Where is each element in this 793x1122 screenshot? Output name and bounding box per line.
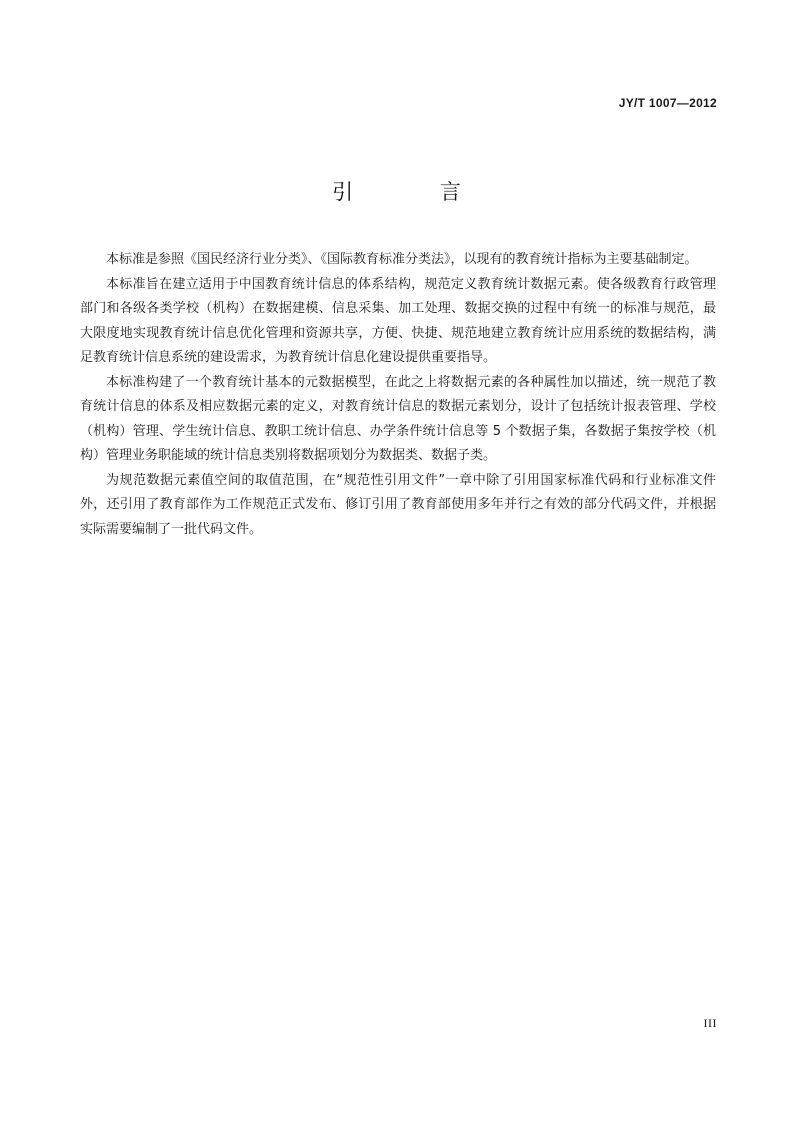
paragraph: 本标准是参照《国民经济行业分类》、《国际教育标准分类法》，以现有的教育统计指标为主要基础制定。 bbox=[106, 252, 698, 267]
paragraph: 为规范数据元素值空间的取值范围，在“规范性引用文件”一章中除了引用国家标准代码和行业标准文件外，还引用了教育部作为工作规范正式发布、修订引用了教育部使用多年并行之有效的部分代码文件，并根据实际需要编制了一批代码文件。 bbox=[80, 472, 716, 537]
page-number: III bbox=[703, 1016, 717, 1030]
paragraph: 本标准旨在建立适用于中国教育统计信息的体系结构，规范定义教育统计数据元素。使各级教育行政管理部门和各级各类学校（机构）在数据建模、信息采集、加工处理、数据交换的过程中有统一的标准与规范，最大限度地实现教育统计信息优化管理和资源共享，方便、快捷、规范地建立教育统计应用系统的数据结构，满足教育统计信息系统的建设需求，为教育统计信息化建设提供重要指导。 bbox=[80, 276, 716, 365]
introduction-body bbox=[80, 248, 716, 542]
page-title: 引 言 bbox=[332, 180, 501, 204]
paragraph: 本标准构建了一个教育统计基本的元数据模型，在此之上将数据元素的各种属性加以描述，统一规范了教育统计信息的体系及相应数据元素的定义，对教育统计信息的数据元素划分，设计了包括统计报表管理、学校（机构）管理、学生统计信息、教职工统计信息、办学条件统计信息等 5 个数据子集，各数据子集按学校（机构）管理业务职能域的统计信息类别将数据项划分为数据类、数据子类。 bbox=[80, 374, 716, 463]
standard-code: JY/T 1007—2012 bbox=[618, 96, 717, 110]
